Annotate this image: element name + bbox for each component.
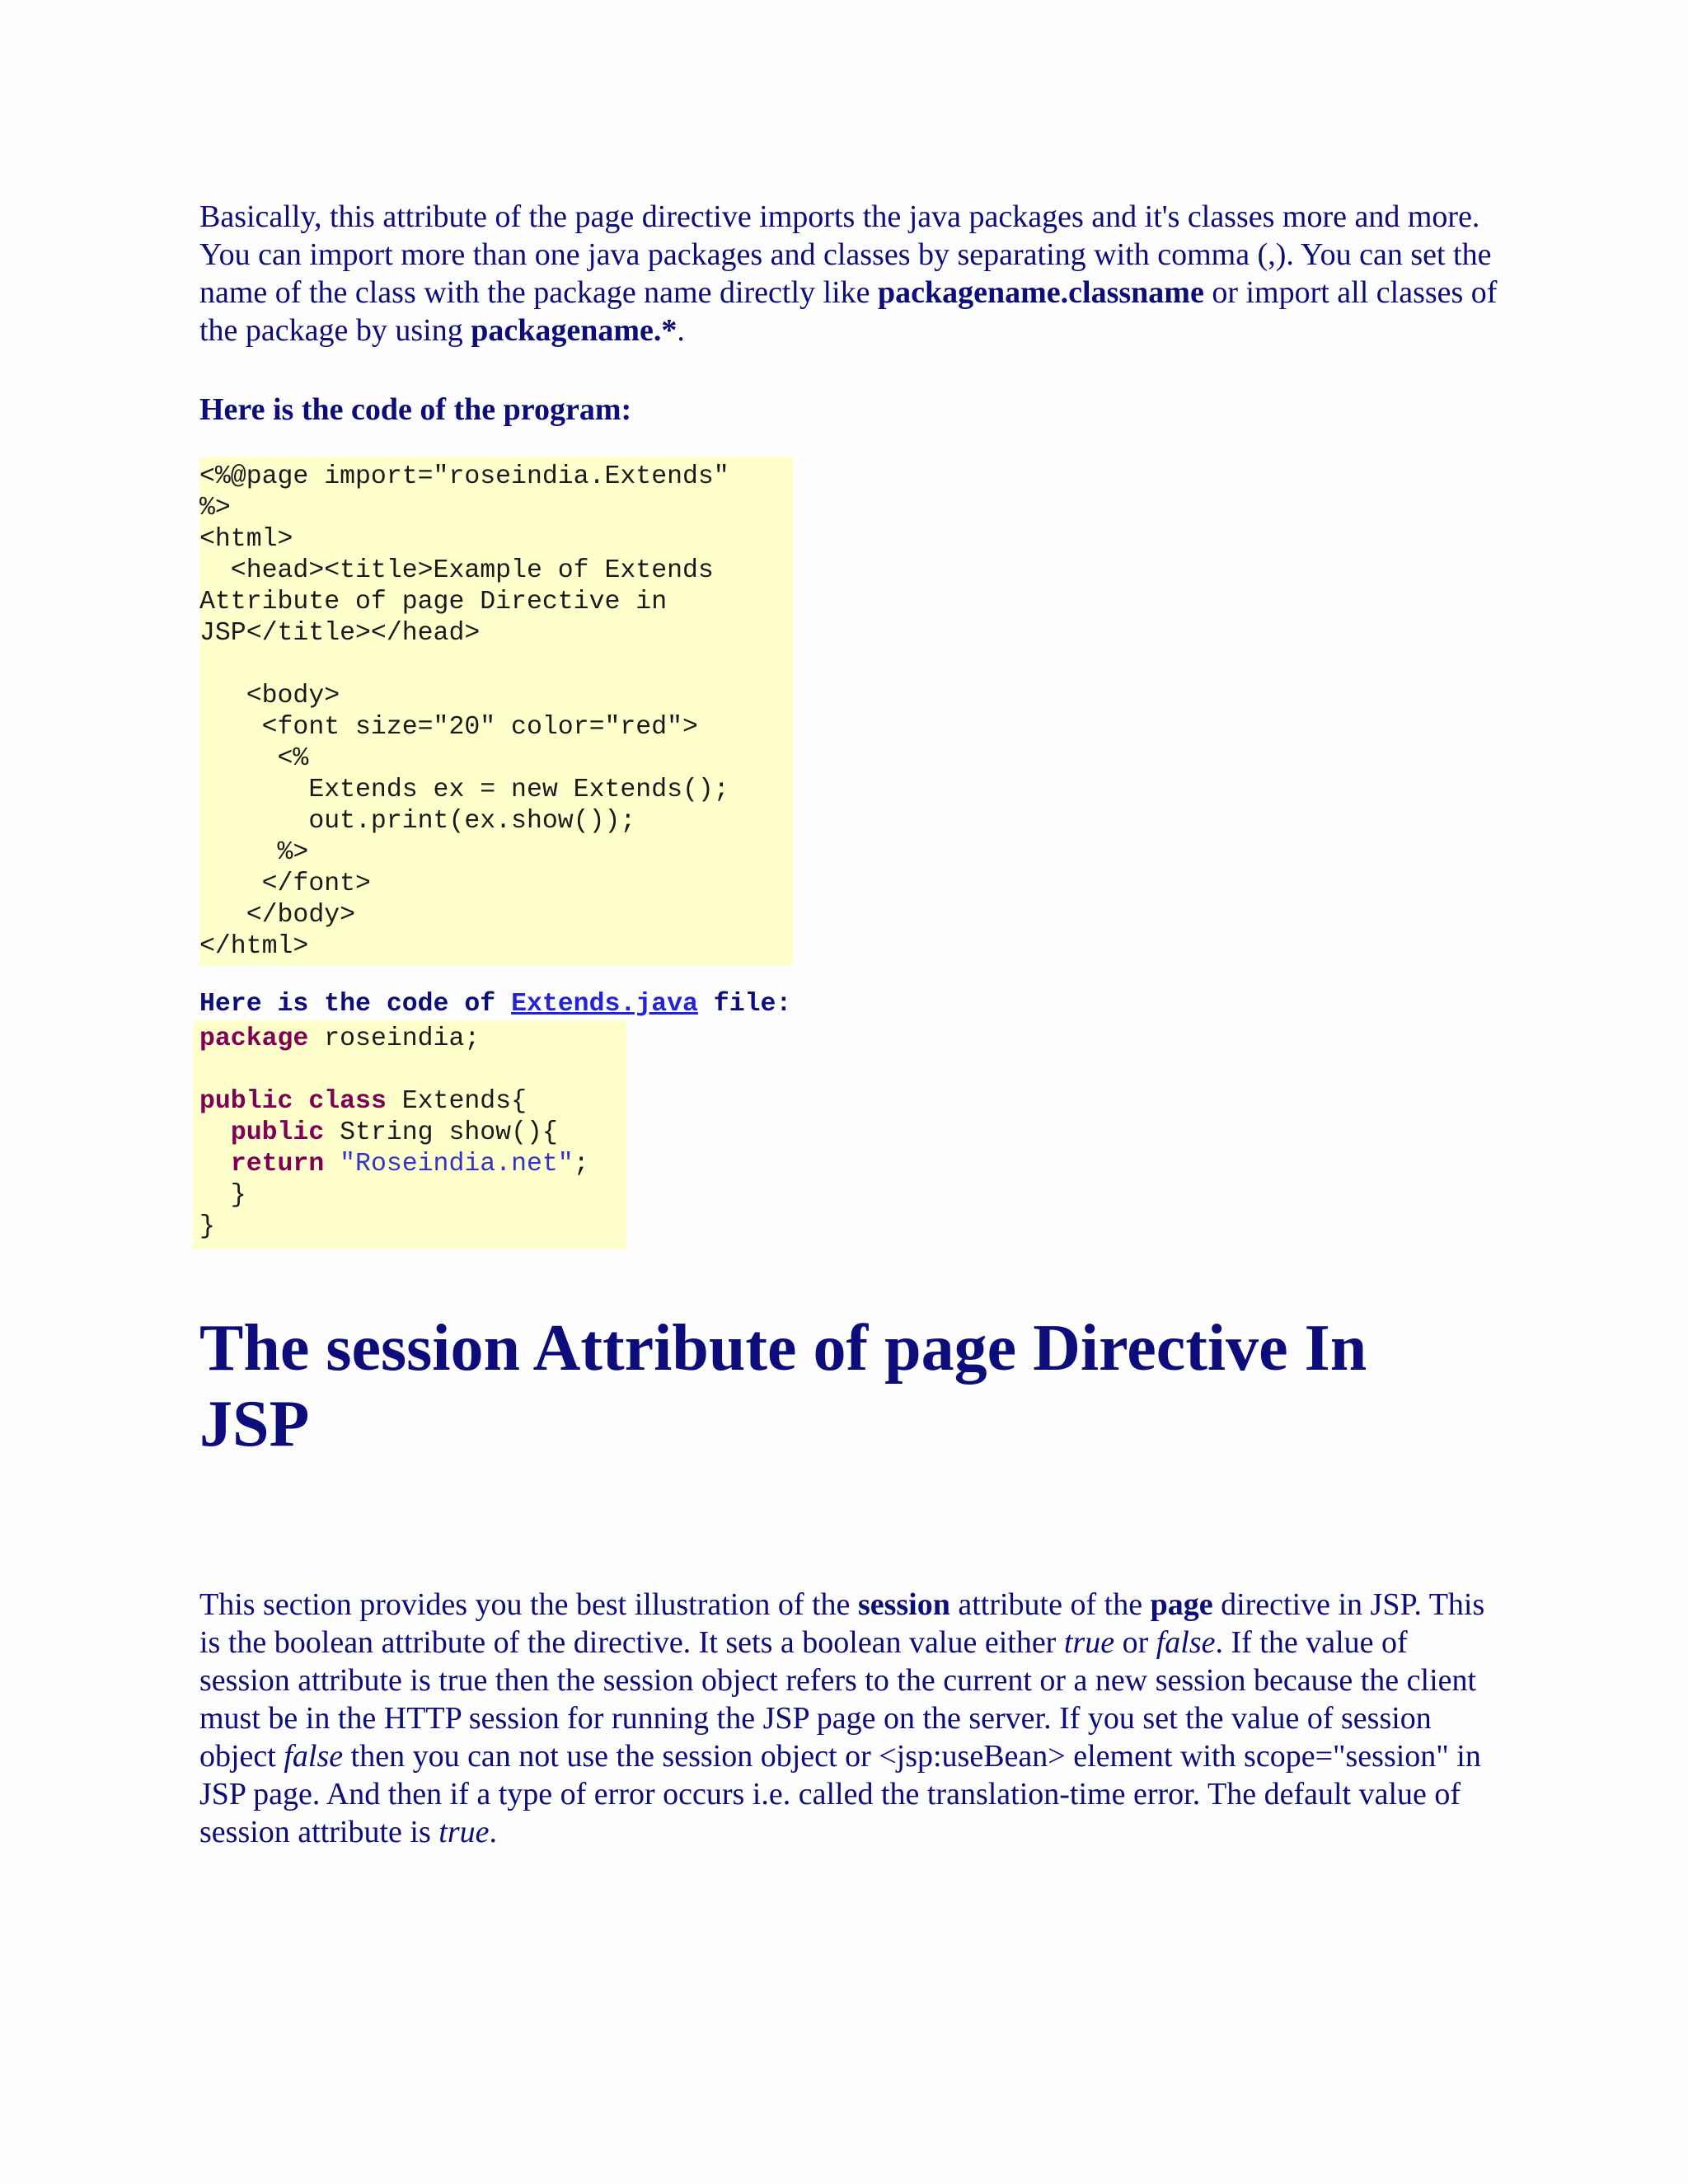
code-heading: Here is the code of the program: bbox=[199, 392, 632, 427]
session-italic-true-2: true bbox=[438, 1815, 490, 1849]
jsp-code-block: <%@page import="roseindia.Extends" %> <html> <head><title>Example of Extends Attribute of page Directive in JSP</title></head> <body> <font size="20" color="red"> <% Extends ex = new Extends(); out.print(ex.show()); %> </font> </body> </html> bbox=[199, 457, 793, 966]
java-code-label bbox=[199, 989, 1502, 1020]
code-text: } bbox=[199, 1181, 246, 1210]
keyword-public: public bbox=[230, 1118, 325, 1147]
session-text-3: directive in JSP. This is the boolean attribute of the directive. It sets a boolean value either bbox=[199, 1587, 1485, 1660]
document-content bbox=[199, 198, 1502, 1851]
session-paragraph bbox=[199, 1586, 1502, 1851]
session-bold-page: page bbox=[1150, 1587, 1213, 1622]
java-code-block bbox=[193, 1020, 626, 1249]
code-text: String show(){ bbox=[324, 1118, 558, 1147]
code-indent bbox=[199, 1150, 231, 1179]
keyword-public: public bbox=[199, 1087, 293, 1116]
code-text: Extends{ bbox=[386, 1087, 527, 1116]
keyword-return: return bbox=[230, 1150, 325, 1179]
extends-java-link[interactable]: Extends.java bbox=[511, 990, 698, 1019]
intro-text-3: . bbox=[677, 313, 685, 348]
keyword-class: class bbox=[308, 1087, 387, 1116]
intro-text-1: Basically, this attribute of the page directive imports the java packages and it's classes more and more. You can import more than one java packages and classes by separating with comma (,). You can set the name of the class with the package name directly like bbox=[199, 199, 1492, 310]
intro-text-2: or import all classes of the package by using bbox=[199, 275, 1498, 348]
code-text: } bbox=[199, 1212, 215, 1241]
intro-paragraph bbox=[199, 198, 1502, 349]
code-text: ; bbox=[573, 1150, 589, 1179]
session-text-2: attribute of the bbox=[950, 1587, 1151, 1622]
session-italic-false: false bbox=[1156, 1625, 1216, 1660]
session-text-7: . bbox=[489, 1815, 497, 1849]
session-text-4: or bbox=[1114, 1625, 1156, 1660]
section-title: The session Attribute of page Directive In JSP bbox=[199, 1312, 1367, 1460]
intro-bold-classname: packagename.classname bbox=[878, 275, 1204, 310]
java-label-before: Here is the code of bbox=[199, 990, 512, 1019]
keyword-package: package bbox=[199, 1024, 309, 1053]
session-italic-false-2: false bbox=[284, 1739, 344, 1774]
java-label-after: file: bbox=[697, 990, 792, 1019]
session-italic-true: true bbox=[1063, 1625, 1115, 1660]
session-text-5: . If the value of session attribute is true then the session object refers to the current or a new session because the client must be in the HTTP session for running the JSP page on the server. If you set the value of session object bbox=[199, 1625, 1477, 1774]
session-text-6: then you can not use the session object or <jsp:useBean> element with scope="session" in JSP page. And then if a type of error occurs i.e. called the translation-time error. The default value of session attribute is bbox=[199, 1739, 1481, 1849]
code-indent bbox=[199, 1118, 231, 1147]
code-text: roseindia; bbox=[308, 1024, 481, 1053]
intro-bold-wildcard: packagename.* bbox=[471, 313, 678, 348]
session-text-1: This section provides you the best illustration of the bbox=[199, 1587, 858, 1622]
string-literal: "Roseindia.net" bbox=[340, 1150, 574, 1179]
session-bold-session: session bbox=[857, 1587, 950, 1622]
